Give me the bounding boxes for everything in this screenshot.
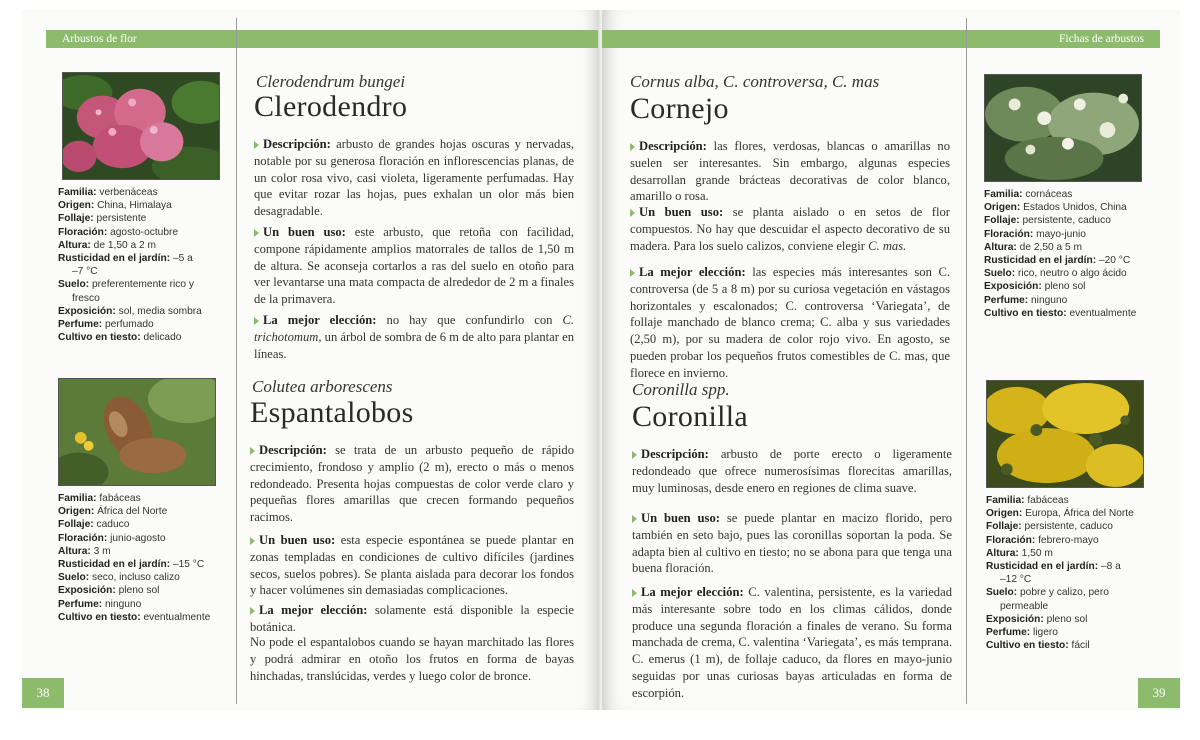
fact-value: 3 m: [93, 545, 111, 557]
fact-value: febrero-mayo: [1038, 534, 1099, 546]
fact-row: [58, 532, 238, 545]
fact-row: [986, 520, 1172, 533]
clerodendro-latin-name: Clerodendrum bungei: [256, 72, 406, 91]
fact-row: [58, 292, 238, 305]
fact-label: Rusticidad en el jardín:: [984, 255, 1097, 267]
fact-label: Follaje:: [984, 215, 1020, 227]
fact-label: Suelo:: [58, 279, 90, 291]
fact-value: fabáceas: [99, 493, 141, 504]
fact-label: Altura:: [58, 239, 91, 251]
fact-row: [984, 228, 1170, 241]
fact-value: fabáceas: [1027, 495, 1069, 506]
fact-label: Origen:: [58, 506, 95, 518]
fact-value: eventualmente: [143, 611, 211, 623]
fact-value: –20 °C: [1098, 255, 1131, 267]
fact-row: [58, 492, 238, 505]
fact-row: [58, 598, 238, 611]
fact-label: Suelo:: [984, 268, 1016, 280]
bullet-icon: [630, 143, 635, 151]
bullet-icon: [632, 515, 637, 523]
fact-value: pleno sol: [1046, 613, 1088, 625]
coronilla-title: Coronilla: [632, 400, 749, 433]
fact-value: –8 a: [1100, 561, 1121, 573]
fact-row: [58, 265, 238, 278]
fact-row: [984, 307, 1170, 320]
cornejo-title: Cornejo: [630, 92, 729, 125]
fact-row: [986, 613, 1172, 626]
fact-row: [984, 241, 1170, 254]
fact-value: Europa, África del Norte: [1025, 508, 1134, 520]
coronilla-description: Descripción: arbusto de porte erecto o ligeramente redondeado que ofrece numerosísimas florecitas amarillas, muy luminosas, desde enero en regiones de clima suave.: [632, 447, 952, 495]
fact-row: [58, 611, 238, 624]
cornejo-latin-name: Cornus alba, C. controversa, C. mas: [630, 72, 880, 91]
fact-value: –12 °C: [1000, 574, 1032, 586]
fact-label: Origen:: [984, 202, 1021, 214]
bullet-icon: [250, 447, 255, 455]
cornejo-fact-sheet: [984, 188, 1170, 320]
fact-label: Rusticidad en el jardín:: [58, 559, 171, 571]
fact-label: Altura:: [984, 241, 1017, 253]
fact-row: [58, 252, 238, 265]
fact-label: Follaje:: [58, 213, 94, 225]
fact-value: ninguno: [105, 598, 142, 610]
espantalobos-latin-name: Colutea arborescens: [252, 377, 393, 396]
fact-label: Floración:: [984, 228, 1034, 240]
fact-row: [58, 518, 238, 531]
fact-label: Familia:: [58, 493, 97, 504]
fact-row: [58, 558, 238, 571]
fact-label: Rusticidad en el jardín:: [58, 253, 171, 265]
fact-row: [984, 294, 1170, 307]
fact-row: [58, 584, 238, 597]
fact-row: [58, 331, 238, 344]
fact-value: persistente, caduco: [1024, 521, 1113, 533]
fact-value: fresco: [72, 292, 100, 304]
fact-value: eventualmente: [1069, 307, 1137, 319]
left-page: [22, 10, 600, 710]
fact-value: agosto-octubre: [110, 226, 179, 238]
fact-label: Exposición:: [58, 585, 116, 597]
open-book: [22, 10, 1180, 710]
espantalobos-best-choice: La mejor elección: solamente está disponible la especie botánica.: [250, 603, 574, 634]
right-page: [602, 10, 1180, 710]
bullet-icon: [250, 607, 255, 615]
bullet-icon: [254, 141, 259, 149]
fact-label: Origen:: [58, 200, 95, 212]
cornejo-description: Descripción: las flores, verdosas, blancas o amarillas no suelen ser interesantes. Sin embargo, algunas especies desarrollan grande brácteas decorativas de color blanco, amarillo o rosa.: [630, 139, 950, 204]
fact-value: persistente, caduco: [1022, 215, 1111, 227]
fact-value: África del Norte: [97, 506, 168, 518]
coronilla-fact-sheet: [986, 494, 1172, 652]
fact-row: [58, 505, 238, 518]
clerodendro-use: Un buen uso: este arbusto, que retoña con facilidad, compone rápidamente amplios matorrales de tallos de 1,50 m de altura. Se aconseja cortarlos a ras del suelo en otoño para ver levantarse una mata compacta de alrededor de 2 m a finales de la primavera.: [254, 225, 574, 307]
fact-row: [986, 626, 1172, 639]
clerodendro-fact-sheet: [58, 186, 238, 344]
fact-label: Cultivo en tiesto:: [984, 307, 1067, 319]
coronilla-latin-name: Coronilla spp.: [632, 380, 730, 399]
fact-value: delicado: [143, 332, 182, 344]
fact-value: mayo-junio: [1036, 228, 1086, 240]
fact-value: pleno sol: [1044, 281, 1086, 293]
espantalobos-fact-sheet: [58, 492, 238, 624]
fact-label: Cultivo en tiesto:: [58, 611, 141, 623]
fact-row: [986, 494, 1172, 507]
fact-label: Floración:: [58, 532, 108, 544]
fact-label: Perfume:: [58, 319, 103, 331]
fact-label: Origen:: [986, 508, 1023, 520]
fact-value: sol, media sombra: [118, 305, 202, 317]
fact-row: [58, 186, 238, 199]
espantalobos-description: Descripción: se trata de un arbusto pequeño de rápido crecimiento, frondoso y amplio (2 m), erecto o más o menos redondeado. Presenta hojas compuestas de color verde claro y pequeñas flores amarillas que crecen formando pequeños racimos.: [250, 443, 574, 525]
fact-value: junio-agosto: [110, 532, 166, 544]
fact-value: caduco: [96, 519, 130, 531]
clerodendro-title: Clerodendro: [254, 90, 408, 123]
clerodendro-photo: [62, 72, 220, 180]
fact-label: Familia:: [986, 495, 1025, 506]
fact-label: Perfume:: [58, 598, 103, 610]
fact-row: [986, 534, 1172, 547]
espantalobos-use: Un buen uso: esta especie espontánea se puede plantar en zonas templadas en condiciones de cultivo difíciles (jardines secos, suelos pobres). Se planta aislada para decorar los fondos y hacer volúmenes sin demasiadas complicaciones.: [250, 533, 574, 598]
fact-row: [58, 199, 238, 212]
fact-label: Suelo:: [58, 572, 90, 584]
page-number-right: 39: [1138, 678, 1180, 708]
bullet-icon: [254, 229, 259, 237]
fact-label: Altura:: [58, 545, 91, 557]
fact-row: [58, 278, 238, 291]
fact-value: preferentemente rico y: [91, 279, 194, 291]
fact-value: China, Himalaya: [97, 200, 172, 212]
clerodendro-description: Descripción: arbusto de grandes hojas oscuras y nervadas, notable por su generosa floración en inflorescencias planas, de un color rosa vivo, casi violeta, ligeramente perfumadas. Hay que evitar rozar las hojas, pues exhalan un olor más bien desagradable.: [254, 137, 574, 219]
fact-value: rico, neutro o algo ácido: [1017, 268, 1127, 280]
fact-value: de 1,50 a 2 m: [93, 239, 156, 251]
column-divider: [966, 18, 967, 704]
fact-value: fácil: [1071, 640, 1090, 652]
coronilla-use: Un buen uso: se puede plantar en macizo florido, pero también en seto bajo, pues las coronillas soportan la poda. Se adapta bien al cultivo en tiesto; no se abona para que tenga una buena floración.: [632, 511, 953, 576]
fact-label: Follaje:: [986, 521, 1022, 533]
fact-row: [58, 305, 238, 318]
left-header-band: Arbustos de flor: [46, 30, 600, 48]
coronilla-photo: [986, 380, 1144, 488]
fact-label: Exposición:: [984, 281, 1042, 293]
fact-row: [986, 600, 1172, 613]
fact-value: pobre y calizo, pero: [1019, 587, 1109, 599]
right-header-band: Fichas de arbustos: [602, 30, 1160, 48]
espantalobos-photo: [58, 378, 216, 486]
fact-value: –15 °C: [172, 559, 205, 571]
cornejo-best-choice: La mejor elección: las especies más interesantes son C. controversa (de 5 a 8 m) por su curiosa vegetación en vástagos horizontales y escalonados; C. controversa ‘Variegata’, de follaje manchado de blanco crema; C. alba y sus variedades (2,50 m), por su madera de color rojo vivo. En agosto, se pueden probar los pequeños frutos comestibles de C. mas, que florece en invierno.: [630, 265, 951, 380]
fact-label: Cultivo en tiesto:: [58, 332, 141, 344]
fact-value: 1,50 m: [1021, 547, 1053, 559]
fact-value: permeable: [1000, 600, 1049, 612]
fact-value: verbenáceas: [99, 187, 158, 198]
bullet-icon: [254, 317, 259, 325]
fact-row: [58, 239, 238, 252]
bullet-icon: [632, 589, 637, 597]
fact-value: de 2,50 a 5 m: [1019, 241, 1082, 253]
fact-row: [984, 188, 1170, 201]
fact-label: Follaje:: [58, 519, 94, 531]
fact-label: Suelo:: [986, 587, 1018, 599]
espantalobos-note: No pode el espantalobos cuando se hayan marchitado las flores y podrá admirar en otoño los frutos en forma de bayas hinchadas, translúcidas, verdes y luego color de bronce.: [250, 635, 574, 683]
fact-value: Estados Unidos, China: [1023, 202, 1127, 214]
bullet-icon: [630, 269, 635, 277]
fact-row: [984, 280, 1170, 293]
fact-row: [58, 226, 238, 239]
espantalobos-title: Espantalobos: [250, 396, 414, 429]
fact-row: [986, 507, 1172, 520]
fact-label: Familia:: [58, 187, 97, 198]
fact-row: [58, 318, 238, 331]
bullet-icon: [630, 209, 635, 217]
fact-label: Rusticidad en el jardín:: [986, 561, 1099, 573]
fact-label: Cultivo en tiesto:: [986, 640, 1069, 652]
fact-row: [984, 254, 1170, 267]
fact-label: Perfume:: [986, 627, 1031, 639]
fact-value: persistente: [96, 213, 147, 225]
fact-label: Exposición:: [986, 613, 1044, 625]
fact-row: [986, 639, 1172, 652]
fact-label: Altura:: [986, 547, 1019, 559]
fact-row: [984, 267, 1170, 280]
fact-row: [984, 201, 1170, 214]
fact-value: –5 a: [172, 253, 193, 265]
fact-row: [986, 560, 1172, 573]
fact-label: Familia:: [984, 189, 1023, 200]
fact-row: [58, 212, 238, 225]
fact-value: seco, incluso calizo: [91, 572, 180, 584]
cornejo-use: Un buen uso: se planta aislado o en setos de flor compuestos. No hay que descuidar el aspecto decorativo de su madera. Para los suelo calizos, conviene elegir C. mas.: [630, 205, 950, 253]
fact-label: Floración:: [986, 534, 1036, 546]
coronilla-best-choice: La mejor elección: C. valentina, persistente, es la variedad más interesante sobre todo en los climas cálidos, donde produce una segunda floración a finales de verano. Su forma manchada de crema, C. valentina ‘Variegata’, es más temprana. C. emerus (1 m), de follaje caduco, da flores en mayo-junio seguidas por unas curiosas bayas articuladas en forma de escorpión.: [632, 585, 952, 700]
fact-label: Exposición:: [58, 305, 116, 317]
fact-row: [986, 586, 1172, 599]
fact-row: [984, 214, 1170, 227]
fact-value: –7 °C: [72, 266, 98, 278]
fact-value: pleno sol: [118, 585, 160, 597]
fact-row: [58, 571, 238, 584]
bullet-icon: [250, 537, 255, 545]
clerodendro-best-choice: La mejor elección: no hay que confundirlo con C. trichotomum, un árbol de sombra de 6 m de alto para plantar en líneas.: [254, 313, 574, 361]
fact-label: Floración:: [58, 226, 108, 238]
bullet-icon: [632, 451, 637, 459]
fact-value: ninguno: [1031, 294, 1068, 306]
page-number-left: 38: [22, 678, 64, 708]
fact-row: [58, 545, 238, 558]
fact-label: Perfume:: [984, 294, 1029, 306]
cornejo-photo: [984, 74, 1142, 182]
fact-value: ligero: [1033, 627, 1058, 639]
fact-row: [986, 547, 1172, 560]
fact-value: perfumado: [105, 319, 154, 331]
fact-value: cornáceas: [1025, 189, 1073, 200]
fact-row: [986, 573, 1172, 586]
